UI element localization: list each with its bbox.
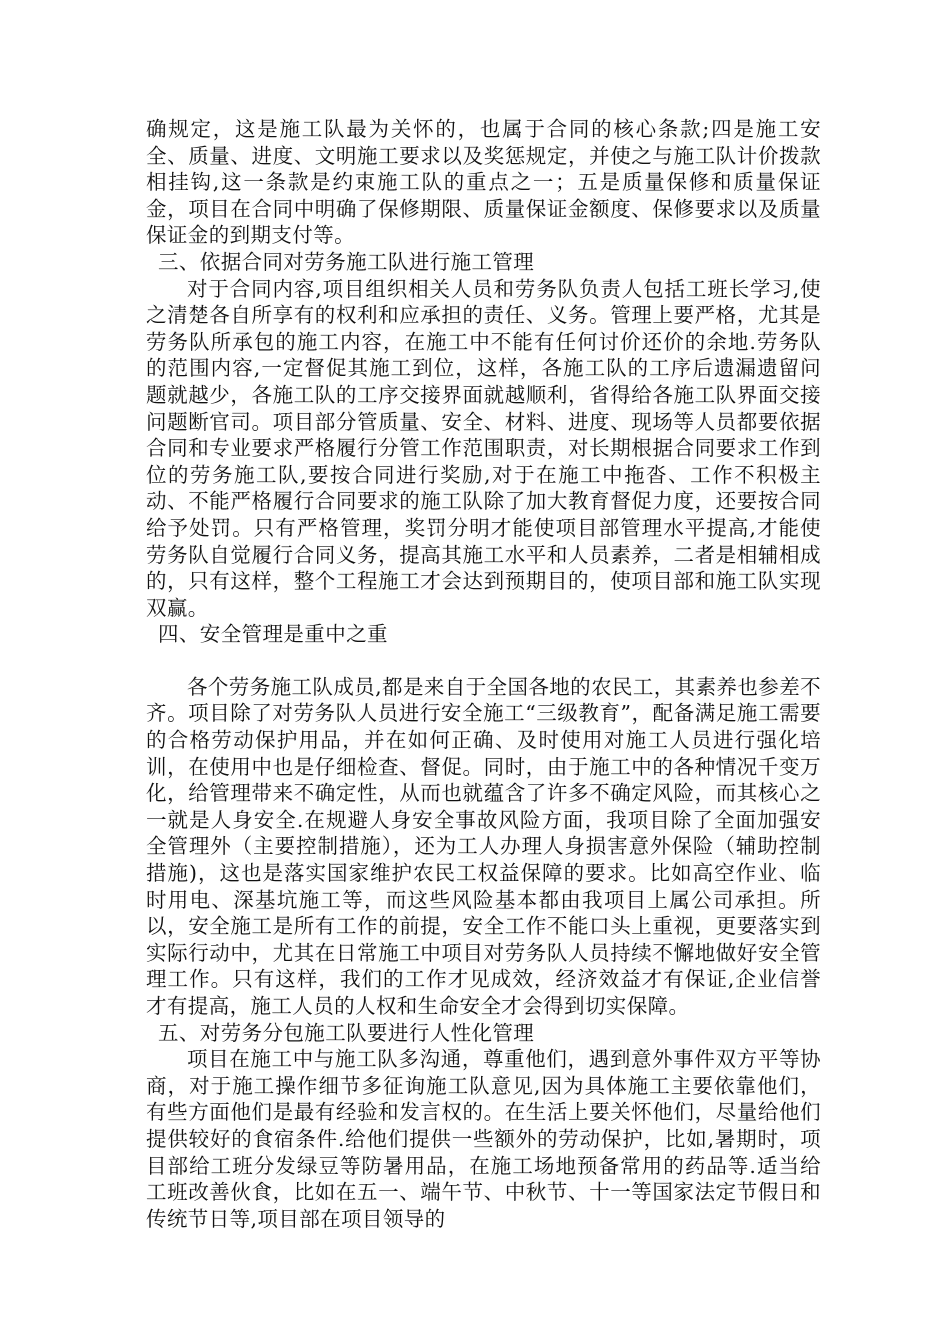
section-5-paragraph: 项目在施工中与施工队多沟通，尊重他们，遇到意外事件双方平等协商，对于施工操作细节多征询施工队意见,因为具体施工主要依靠他们，有些方面他们是最有经验和发言权的。在生活上要关怀他们，尽量给他们提供较好的食宿条件.给他们提供一些额外的劳动保护，比如,暑期时，项目部给工班分发绿豆等防暑用品，在施工场地预备常用的药品等.适当给工班改善伙食，比如在五一、端午节、中秋节、十一等国家法定节假日和传统节日等,项目部在项目领导的 <box>146 1047 821 1231</box>
section-3-heading: 三、依据合同对劳务施工队进行施工管理 <box>158 249 535 274</box>
section-4-paragraph: 各个劳务施工队成员,都是来自于全国各地的农民工，其素养也参差不齐。项目除了对劳务队人员进行安全施工“三级教育”，配备满足施工需要的合格劳动保护用品，并在如何正确、及时使用对施工人员进行强化培训，在使用中也是仔细检查、督促。同时，由于施工中的各种情况千变万化，给管理带来不确定性，从而也就蕴含了许多不确定风险，而其核心之一就是人身安全.在规避人身安全事故风险方面，我项目除了全面加强安全管理外（主要控制措施），还为工人办理人身损害意外保险（辅助控制措施)，这也是落实国家维护农民工权益保障的要求。比如高空作业、临时用电、深基坑施工等，而这些风险基本都由我项目上属公司承担。所以，安全施工是所有工作的前提，安全工作不能口头上重视，更要落实到实际行动中，尤其在日常施工中项目对劳务队人员持续不懈地做好安全管理工作。只有这样，我们的工作才见成效，经济效益才有保证,企业信誉才有提高，施工人员的人权和生命安全才会得到切实保障。 <box>146 674 821 1018</box>
document-page <box>146 116 821 1232</box>
section-4-heading: 四、安全管理是重中之重 <box>158 622 388 647</box>
intro-paragraph: 确规定，这是施工队最为关怀的，也属于合同的核心条款;四是施工安全、质量、进度、文明施工要求以及奖惩规定，并使之与施工队计价拨款相挂钩,这一条款是约束施工队的重点之一；五是质量保修和质量保证金，项目在合同中明确了保修期限、质量保证金额度、保修要求以及质量保证金的到期支付等。 <box>146 117 821 248</box>
section-3-paragraph: 对于合同内容,项目组织相关人员和劳务队负责人包括工班长学习,使之清楚各自所享有的权利和应承担的责任、义务。管理上要严格，尤其是劳务队所承包的施工内容，在施工中不能有任何讨价还价的余地.劳务队的范围内容,一定督促其施工到位，这样，各施工队的工序后遗漏遗留问题就越少，各施工队的工序交接界面就越顺利，省得给各施工队界面交接问题断官司。项目部分管质量、安全、材料、进度、现场等人员都要依据合同和专业要求严格履行分管工作范围职责，对长期根据合同要求工作到位的劳务施工队,要按合同进行奖励,对于在施工中拖沓、工作不积极主动、不能严格履行合同要求的施工队除了加大教育督促力度，还要按合同给予处罚。只有严格管理，奖罚分明才能使项目部管理水平提高,才能使劳务队自觉履行合同义务，提高其施工水平和人员素养，二者是相辅相成的，只有这样，整个工程施工才会达到预期目的，使项目部和施工队实现双赢。 <box>146 276 821 620</box>
section-5-heading: 五、对劳务分包施工队要进行人性化管理 <box>158 1020 535 1045</box>
